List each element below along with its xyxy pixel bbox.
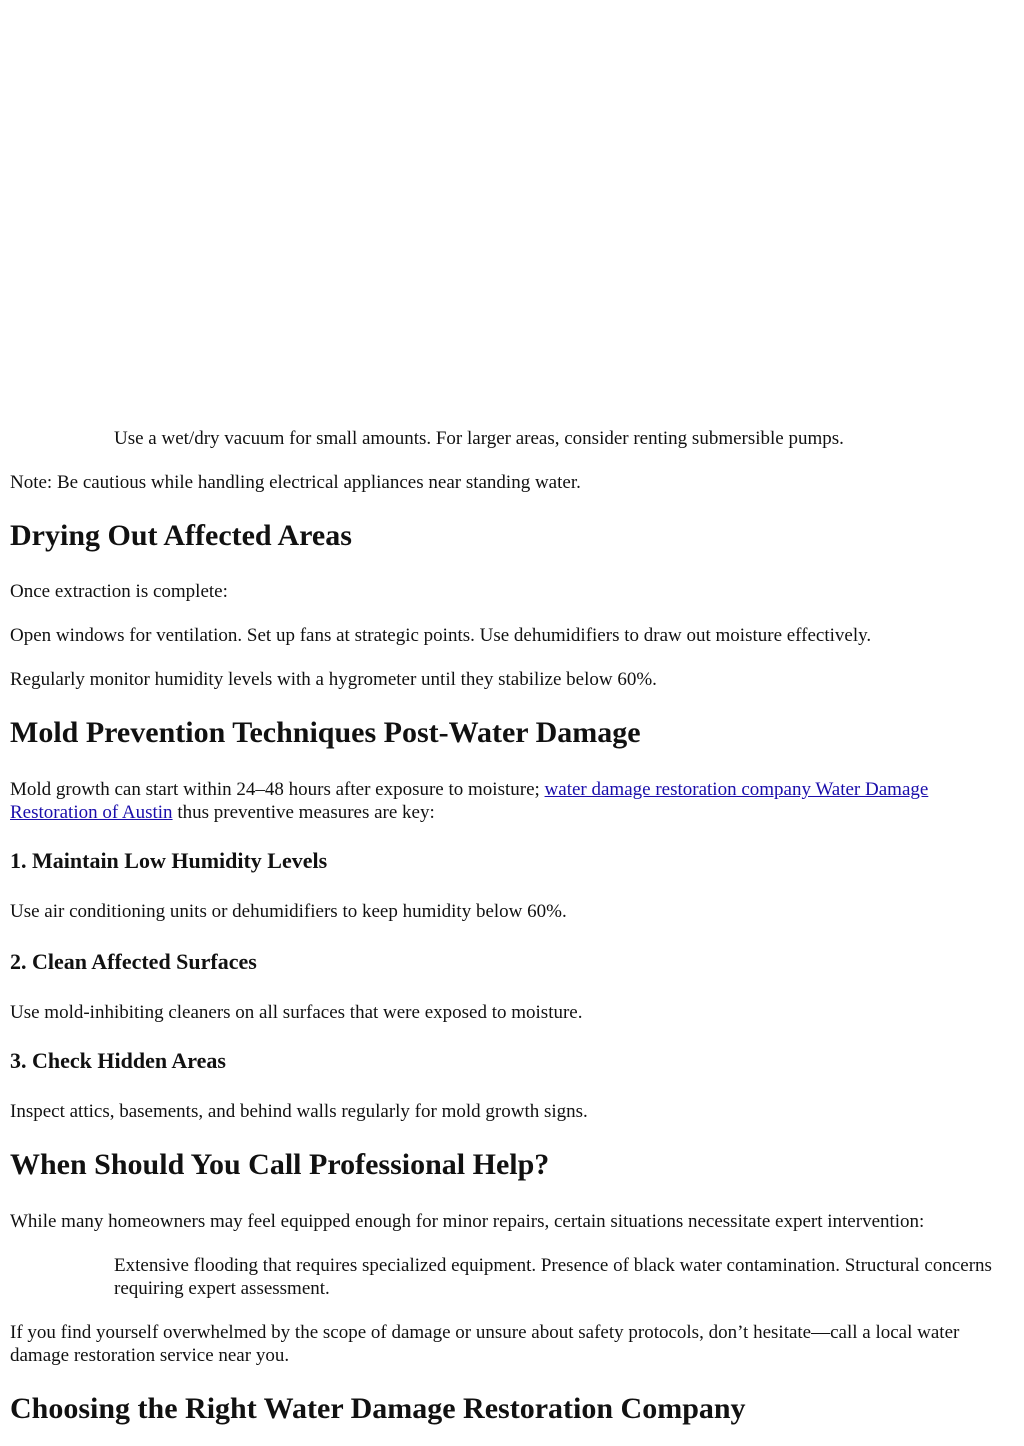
clean-text: Use mold-inhibiting cleaners on all surfaces that were exposed to moisture. <box>10 1002 583 1023</box>
mold-intro-after: thus preventive measures are key: <box>172 802 435 823</box>
extraction-tip: Use a wet/dry vacuum for small amounts. For larger areas, consider renting submersible pumps. <box>114 428 844 449</box>
professional-heading: When Should You Call Professional Help? <box>10 1148 550 1181</box>
mold-intro-before: Mold growth can start within 24–48 hours after exposure to moisture; <box>10 779 545 800</box>
drying-monitor: Regularly monitor humidity levels with a hygrometer until they stabilize below 60%. <box>10 669 657 690</box>
safety-note: Note: Be cautious while handling electrical appliances near standing water. <box>10 472 581 493</box>
restoration-company-link[interactable]: water damage restoration company Water Damage Restoration of Austin <box>10 779 929 823</box>
humidity-subheading: 1. Maintain Low Humidity Levels <box>10 848 328 873</box>
clean-subheading: 2. Clean Affected Surfaces <box>10 949 257 974</box>
humidity-text: Use air conditioning units or dehumidifiers to keep humidity below 60%. <box>10 901 567 922</box>
professional-intro: While many homeowners may feel equipped enough for minor repairs, certain situations necessitate expert intervention: <box>10 1211 925 1232</box>
mold-intro <box>10 778 1010 824</box>
drying-heading: Drying Out Affected Areas <box>10 519 352 552</box>
professional-list: Extensive flooding that requires specialized equipment. Presence of black water contamination. Structural concerns requiring expert assessment. <box>114 1255 992 1299</box>
drying-intro: Once extraction is complete: <box>10 581 228 602</box>
choosing-heading: Choosing the Right Water Damage Restoration Company <box>10 1392 746 1425</box>
blank-header-area <box>0 0 1024 418</box>
hidden-areas-subheading: 3. Check Hidden Areas <box>10 1048 226 1073</box>
hidden-areas-text: Inspect attics, basements, and behind walls regularly for mold growth signs. <box>10 1101 588 1122</box>
mold-heading: Mold Prevention Techniques Post-Water Damage <box>10 716 641 749</box>
drying-steps: Open windows for ventilation. Set up fans at strategic points. Use dehumidifiers to draw out moisture effectively. <box>10 625 872 646</box>
professional-advice: If you find yourself overwhelmed by the scope of damage or unsure about safety protocols, don’t hesitate—call a local water damage restoration service near you. <box>10 1322 960 1366</box>
